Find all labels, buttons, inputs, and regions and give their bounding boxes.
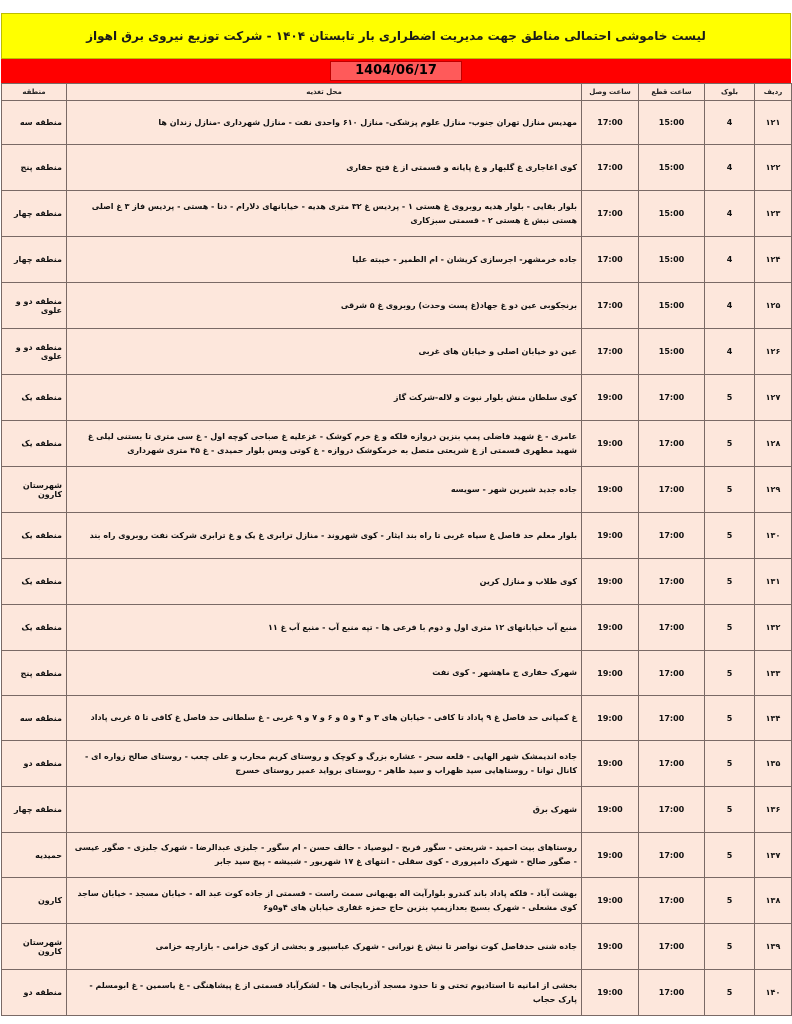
cell-row-number: ۱۳۸ <box>755 878 792 924</box>
cell-block: 5 <box>705 878 755 924</box>
cell-region: منطقه پنج <box>2 651 67 696</box>
cell-region: منطقه چهار <box>2 237 67 283</box>
cell-block: 4 <box>705 237 755 283</box>
cell-connect-time: 17:00 <box>582 283 639 329</box>
cell-location: بلوار معلم حد فاصل غ سیاه غربی تا راه بند ایثار - کوی شهروند - منازل ترابری غ یک و غ ترابری شرکت نفت روبروی راه بند <box>67 513 582 559</box>
cell-block: 5 <box>705 651 755 696</box>
table-row <box>2 651 792 696</box>
cell-region: شهرستان کارون <box>2 467 67 513</box>
cell-block: 5 <box>705 833 755 878</box>
header-block: بلوک <box>705 84 755 101</box>
cell-location: عامری - غ شهید فاضلی پمپ بنزین دروازه فلکه و غ خرم کوشک - غزعلیه غ صباحی کوچه اول - غ سی متری تا بستنی لیلی غ شهید مطهری قسمتی از غ شریعتی متصل به خرمکوشک دروازه - غ کوتی ویس بلوار حمیدی - غ ۴۵ متری شهرداری <box>67 421 582 467</box>
cell-location: بخشی از امانیه تا استادیوم تختی و تا حدود مسجد آذربایجانی ها - لشکرآباد قسمتی از غ پیشاهنگی - غ یاسمین - غ ابومسلم - پارک حجاب <box>67 970 582 1016</box>
cell-row-number: ۱۲۲ <box>755 145 792 191</box>
cell-connect-time: 19:00 <box>582 421 639 467</box>
cell-row-number: ۱۲۵ <box>755 283 792 329</box>
cell-cut-time: 17:00 <box>639 513 705 559</box>
cell-block: 5 <box>705 787 755 833</box>
table-row <box>2 421 792 467</box>
cell-connect-time: 19:00 <box>582 559 639 605</box>
header-location: محل تغذیه <box>67 84 582 101</box>
cell-connect-time: 17:00 <box>582 329 639 375</box>
cell-connect-time: 19:00 <box>582 970 639 1016</box>
cell-location: غ کمپانی حد فاصل غ ۹ پاداد تا کافی - خیابان های ۳ و ۴ و ۵ و ۶ و ۷ و ۹ غربی - غ سلطانی حد فاصل غ کافی تا ۵ غربی پاداد <box>67 696 582 741</box>
cell-region: منطقه یک <box>2 605 67 651</box>
cell-cut-time: 15:00 <box>639 191 705 237</box>
cell-block: 4 <box>705 283 755 329</box>
cell-cut-time: 15:00 <box>639 101 705 145</box>
cell-region: کارون <box>2 878 67 924</box>
cell-region: شهرستان کارون <box>2 924 67 970</box>
cell-row-number: ۱۲۸ <box>755 421 792 467</box>
cell-cut-time: 15:00 <box>639 145 705 191</box>
table-row <box>2 741 792 787</box>
cell-location: جاده اندیمشک شهر الهایی - قلعه سحر - عشاره بزرگ و کوچک و روستای کریم محارب و علی چعب - روستای صالح زواره ای - کانال توانا - روستاهایی سید ظهراب و سید طاهر - روستای برواید عمیر روستای خسرج <box>67 741 582 787</box>
header-connect-time: ساعت وصل <box>582 84 639 101</box>
cell-block: 5 <box>705 375 755 421</box>
cell-connect-time: 19:00 <box>582 513 639 559</box>
cell-block: 5 <box>705 924 755 970</box>
cell-row-number: ۱۲۶ <box>755 329 792 375</box>
cell-connect-time: 19:00 <box>582 924 639 970</box>
cell-row-number: ۱۳۶ <box>755 787 792 833</box>
cell-connect-time: 19:00 <box>582 467 639 513</box>
table-row <box>2 145 792 191</box>
cell-connect-time: 19:00 <box>582 651 639 696</box>
cell-block: 4 <box>705 191 755 237</box>
cell-connect-time: 19:00 <box>582 878 639 924</box>
cell-location: شهرک حفاری ج ماهشهر - کوی نفت <box>67 651 582 696</box>
table-header-row <box>2 84 792 101</box>
cell-cut-time: 17:00 <box>639 696 705 741</box>
cell-cut-time: 17:00 <box>639 924 705 970</box>
cell-region: منطقه سه <box>2 101 67 145</box>
cell-block: 5 <box>705 970 755 1016</box>
cell-block: 5 <box>705 513 755 559</box>
cell-cut-time: 17:00 <box>639 605 705 651</box>
cell-row-number: ۱۴۰ <box>755 970 792 1016</box>
cell-cut-time: 17:00 <box>639 878 705 924</box>
cell-row-number: ۱۳۷ <box>755 833 792 878</box>
table-row <box>2 283 792 329</box>
cell-block: 5 <box>705 421 755 467</box>
cell-block: 5 <box>705 696 755 741</box>
table-row <box>2 833 792 878</box>
cell-location: جاده شنی حدفاصل کوت نواصر تا نبش غ نورانی - شهرک عباسپور و بخشی از کوی خزامی - بازارچه خزامی <box>67 924 582 970</box>
cell-region: منطقه چهار <box>2 787 67 833</box>
cell-region: منطقه چهار <box>2 191 67 237</box>
cell-row-number: ۱۳۵ <box>755 741 792 787</box>
cell-cut-time: 17:00 <box>639 741 705 787</box>
cell-connect-time: 19:00 <box>582 741 639 787</box>
cell-region: منطقه دو <box>2 741 67 787</box>
header-region: منطقه <box>2 84 67 101</box>
cell-location: شهرک برق <box>67 787 582 833</box>
cell-region: منطقه یک <box>2 375 67 421</box>
cell-connect-time: 19:00 <box>582 696 639 741</box>
cell-cut-time: 17:00 <box>639 833 705 878</box>
table-row <box>2 237 792 283</box>
date-banner <box>1 59 791 83</box>
cell-cut-time: 17:00 <box>639 970 705 1016</box>
cell-location: برنجکوبی عین دو غ جهاد(غ پست وحدت) روبروی غ ۵ شرقی <box>67 283 582 329</box>
cell-row-number: ۱۲۱ <box>755 101 792 145</box>
cell-cut-time: 17:00 <box>639 375 705 421</box>
cell-cut-time: 17:00 <box>639 467 705 513</box>
cell-row-number: ۱۲۷ <box>755 375 792 421</box>
cell-connect-time: 17:00 <box>582 101 639 145</box>
table-row <box>2 605 792 651</box>
cell-region: منطقه دو <box>2 970 67 1016</box>
cell-block: 5 <box>705 605 755 651</box>
cell-location: روستاهای بیت احمید - شریعتی - سگور فریح - لیوصیاد - حالف حسن - ام سگور - جلیزی عبدالرضا - شهرک جلیزی - صگور عیسی - صگور صالح - شهرک دامپروری - کوی سقلی - انتهای غ ۱۷ شهریور - شبیشه - پیچ سید جابر <box>67 833 582 878</box>
cell-row-number: ۱۳۴ <box>755 696 792 741</box>
cell-region: منطقه پنج <box>2 145 67 191</box>
table-row <box>2 513 792 559</box>
table-row <box>2 696 792 741</box>
cell-block: 4 <box>705 145 755 191</box>
cell-cut-time: 15:00 <box>639 329 705 375</box>
cell-location: جاده خرمشهر- اجرسازی کریشان - ام الطمیر - خیبته علیا <box>67 237 582 283</box>
cell-location: کوی سلطان منش بلوار نبوت و لاله-شرکت گاز <box>67 375 582 421</box>
table-row <box>2 101 792 145</box>
cell-connect-time: 17:00 <box>582 191 639 237</box>
outage-table <box>1 83 792 1016</box>
cell-connect-time: 19:00 <box>582 605 639 651</box>
cell-region: منطقه سه <box>2 696 67 741</box>
cell-region: حمیدیه <box>2 833 67 878</box>
cell-location: کوی اغاجاری غ گلبهار و غ پایانه و قسمتی از غ فتح حفاری <box>67 145 582 191</box>
cell-cut-time: 15:00 <box>639 283 705 329</box>
cell-location: منبع آب خیابانهای ۱۲ متری اول و دوم با فرعی ها - تپه منبع آب - منبع آب غ ۱۱ <box>67 605 582 651</box>
cell-row-number: ۱۳۰ <box>755 513 792 559</box>
table-row <box>2 329 792 375</box>
cell-block: 5 <box>705 467 755 513</box>
cell-row-number: ۱۳۹ <box>755 924 792 970</box>
cell-location: بهشت آباد - فلکه پاداد باند کندرو بلوارآیت اله بهبهانی سمت راست - قسمتی از جاده کوت عبد اله - خیابان مسجد - خیابان ساجد کوی مشعلی - شهرک بسیج بعدازپمپ بنزین حاج حمزه غفاری خیابان های ۴و۵و۶ <box>67 878 582 924</box>
table-row <box>2 878 792 924</box>
cell-row-number: ۱۲۳ <box>755 191 792 237</box>
table-body <box>2 101 792 1016</box>
cell-connect-time: 17:00 <box>582 145 639 191</box>
cell-location: جاده جدید شیرین شهر - سویسه <box>67 467 582 513</box>
table-row <box>2 559 792 605</box>
table-row <box>2 191 792 237</box>
cell-connect-time: 19:00 <box>582 833 639 878</box>
table-row <box>2 924 792 970</box>
cell-block: 5 <box>705 741 755 787</box>
cell-cut-time: 17:00 <box>639 651 705 696</box>
table-row <box>2 375 792 421</box>
cell-cut-time: 17:00 <box>639 421 705 467</box>
cell-row-number: ۱۳۲ <box>755 605 792 651</box>
cell-cut-time: 15:00 <box>639 237 705 283</box>
date-label: 1404/06/17 <box>330 61 462 81</box>
table-row <box>2 467 792 513</box>
cell-row-number: ۱۳۱ <box>755 559 792 605</box>
cell-location: عین دو خیابان اصلی و خیابان های غربی <box>67 329 582 375</box>
cell-row-number: ۱۲۹ <box>755 467 792 513</box>
header-cut-time: ساعت قطع <box>639 84 705 101</box>
cell-cut-time: 17:00 <box>639 559 705 605</box>
cell-region: منطقه یک <box>2 513 67 559</box>
cell-region: منطقه دو و علوی <box>2 329 67 375</box>
cell-row-number: ۱۲۴ <box>755 237 792 283</box>
cell-region: منطقه دو و علوی <box>2 283 67 329</box>
cell-block: 4 <box>705 101 755 145</box>
cell-region: منطقه یک <box>2 559 67 605</box>
cell-location: کوی طلاب و منازل کرین <box>67 559 582 605</box>
cell-connect-time: 17:00 <box>582 237 639 283</box>
table-row <box>2 970 792 1016</box>
cell-block: 5 <box>705 559 755 605</box>
cell-connect-time: 19:00 <box>582 787 639 833</box>
header-row-number: ردیف <box>755 84 792 101</box>
cell-connect-time: 19:00 <box>582 375 639 421</box>
cell-cut-time: 17:00 <box>639 787 705 833</box>
cell-row-number: ۱۳۳ <box>755 651 792 696</box>
cell-location: مهدیس منازل تهران جنوب- منازل علوم پزشکی- منازل ۶۱۰ واحدی نفت - منازل شهرداری -منازل زندان ها <box>67 101 582 145</box>
table-row <box>2 787 792 833</box>
cell-location: بلوار بقایی - بلوار هدیه روبروی غ هستی ۱ - پردیس غ ۳۲ متری هدیه - خیابانهای دلارام - دنا - هستی - پردیس فاز ۳ غ اصلی هستی نبش غ هستی ۲ - قسمتی سبزکاری <box>67 191 582 237</box>
cell-block: 4 <box>705 329 755 375</box>
document-title: لیست خاموشی احتمالی مناطق جهت مدیریت اضطراری بار تابستان ۱۴۰۴ - شرکت توزیع نیروی برق اهواز <box>1 13 791 59</box>
cell-region: منطقه یک <box>2 421 67 467</box>
